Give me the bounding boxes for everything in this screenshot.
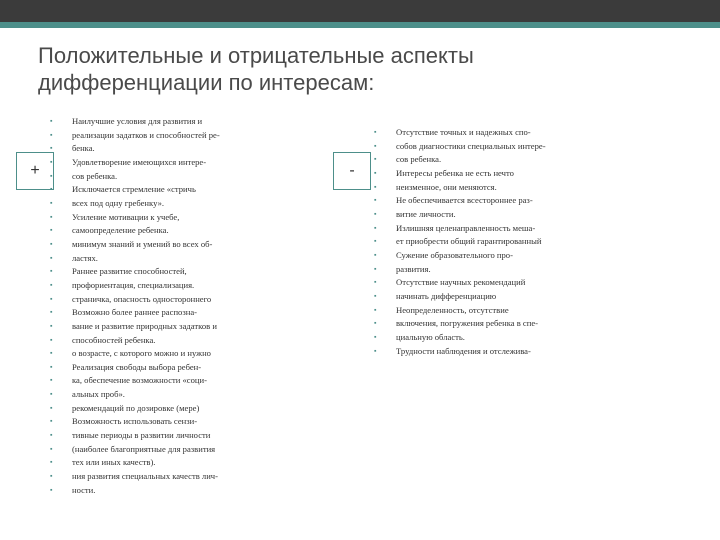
list-item-text: витие личности. [396, 208, 456, 219]
accent-stripe [0, 22, 720, 28]
bullet-icon: ▪ [50, 321, 53, 330]
title-line-1: Положительные и отрицательные аспекты [38, 43, 474, 68]
positive-aspect-item [50, 293, 312, 307]
list-item-text: включения, погружения ребенка в спе- [396, 318, 539, 329]
bullet-icon: ▪ [374, 128, 377, 136]
positive-aspect-item [50, 183, 312, 197]
list-item-text: профориентация, специализация. [72, 279, 195, 290]
positive-aspect-item [50, 347, 312, 361]
bullet-icon: ▪ [374, 264, 377, 273]
bullet-icon: ▪ [50, 431, 53, 440]
list-item-text: тивные периоды в развитии личности [72, 430, 211, 441]
positive-aspect-item [50, 170, 312, 184]
negative-aspect-item [374, 140, 596, 154]
positive-aspect-item [50, 252, 312, 266]
positive-aspect-item [50, 306, 312, 320]
list-item-text: собов диагностики специальных интере- [396, 140, 546, 151]
positive-aspect-item [50, 415, 312, 429]
list-item-text: Раннее развитие способностей, [72, 266, 187, 277]
bullet-icon: ▪ [50, 253, 53, 262]
list-item-text: ластях. [72, 252, 98, 263]
list-item-text: страничка, опасность одностороннего [72, 293, 212, 304]
bullet-icon: ▪ [50, 157, 53, 166]
bullet-icon: ▪ [374, 196, 377, 205]
positive-aspect-item [50, 470, 312, 484]
positive-aspect-item [50, 361, 312, 375]
bullet-icon: ▪ [50, 485, 53, 494]
list-item-text: Возможно более раннее распозна- [72, 307, 198, 318]
negative-aspect-item [374, 345, 596, 359]
bullet-icon: ▪ [50, 294, 53, 303]
slide-title [38, 42, 678, 96]
negative-aspect-item [374, 126, 596, 140]
list-item-text: Удовлетворение имеющихся интере- [72, 156, 207, 167]
bullet-icon: ▪ [50, 362, 53, 371]
list-item-text: ет приобрести общий гарантированный [396, 236, 542, 247]
bullet-icon: ▪ [50, 267, 53, 276]
bullet-icon: ▪ [50, 403, 53, 412]
negative-aspect-item [374, 222, 596, 236]
minus-sign: - [349, 162, 355, 179]
positive-aspect-item [50, 211, 312, 225]
bullet-icon: ▪ [374, 332, 377, 341]
positive-aspect-item [50, 374, 312, 388]
list-item-text: сов ребенка. [72, 170, 118, 181]
negative-aspect-item [374, 249, 596, 263]
plus-sign-box [16, 152, 54, 190]
top-bar [0, 0, 720, 22]
positive-aspect-item [50, 388, 312, 402]
positive-aspect-item [50, 129, 312, 143]
bullet-icon: ▪ [374, 346, 377, 355]
bullet-icon: ▪ [374, 319, 377, 328]
list-item-text: минимум знаний и умений во всех об- [72, 238, 213, 249]
bullet-icon: ▪ [50, 226, 53, 235]
positive-aspect-item [50, 484, 312, 498]
list-item-text: Неопределенность, отсутствие [396, 304, 509, 315]
bullet-icon: ▪ [50, 308, 53, 317]
bullet-icon: ▪ [50, 390, 53, 399]
positive-aspect-item [50, 265, 312, 279]
bullet-icon: ▪ [374, 291, 377, 300]
bullet-icon: ▪ [50, 335, 53, 344]
list-item-text: Отсутствие точных и надежных спо- [396, 127, 531, 137]
bullet-icon: ▪ [374, 250, 377, 259]
negative-aspect-item [374, 194, 596, 208]
bullet-icon: ▪ [50, 171, 53, 180]
positive-aspect-item [50, 197, 312, 211]
positive-aspect-item [50, 115, 312, 129]
list-item-text: способностей ребенка. [72, 334, 156, 345]
list-item-text: тех или иных качеств). [72, 457, 156, 468]
positive-aspect-item [50, 238, 312, 252]
list-item-text: Трудности наблюдения и отслежива- [396, 345, 531, 356]
negative-aspect-item [374, 304, 596, 318]
negative-aspect-item [374, 167, 596, 181]
bullet-icon: ▪ [50, 212, 53, 221]
positive-aspect-item [50, 224, 312, 238]
list-item-text: Усиление мотивации к учебе, [72, 211, 180, 222]
bullet-icon: ▪ [374, 237, 377, 246]
bullet-icon: ▪ [374, 209, 377, 218]
positive-aspect-item [50, 320, 312, 334]
list-item-text: Не обеспечивается всестороннее раз- [396, 195, 533, 206]
negative-aspect-item [374, 263, 596, 277]
list-item-text: неизменное, они меняются. [396, 181, 497, 192]
negative-aspect-item [374, 153, 596, 167]
list-item-text: Наилучшие условия для развития и [72, 116, 203, 126]
list-item-text: всех под одну гребенку». [72, 197, 165, 208]
positive-aspect-item [50, 443, 312, 457]
list-item-text: ности. [72, 484, 96, 495]
list-item-text: сов ребенка. [396, 154, 442, 165]
list-item-text: вание и развитие природных задатков и [72, 320, 217, 331]
bullet-icon: ▪ [374, 223, 377, 232]
bullet-icon: ▪ [374, 305, 377, 314]
bullet-icon: ▪ [374, 182, 377, 191]
positive-aspect-item [50, 402, 312, 416]
negative-aspects-list [374, 126, 596, 358]
bullet-icon: ▪ [50, 130, 53, 139]
list-item-text: Реализация свободы выбора ребен- [72, 361, 202, 372]
positive-aspect-item [50, 334, 312, 348]
list-item-text: реализации задатков и способностей ре- [72, 129, 220, 140]
bullet-icon: ▪ [50, 458, 53, 467]
positive-aspects-list [50, 115, 312, 497]
negative-aspect-item [374, 276, 596, 290]
list-item-text: Излишняя целенаправленность меша- [396, 222, 536, 233]
bullet-icon: ▪ [50, 117, 53, 125]
bullet-icon: ▪ [50, 239, 53, 248]
list-item-text: ния развития специальных качеств лич- [72, 471, 218, 482]
list-item-text: самоопределение ребенка. [72, 225, 169, 236]
title-line-2: дифференциации по интересам: [38, 70, 375, 95]
bullet-icon: ▪ [374, 278, 377, 287]
list-item-text: рекомендаций по дозировке (мере) [72, 402, 200, 413]
negative-aspect-item [374, 331, 596, 345]
negative-aspect-item [374, 208, 596, 222]
bullet-icon: ▪ [50, 185, 53, 194]
list-item-text: Сужение образовательного про- [396, 249, 513, 260]
positive-aspect-item [50, 429, 312, 443]
list-item-text: бенка. [72, 143, 95, 154]
bullet-icon: ▪ [374, 168, 377, 177]
bullet-icon: ▪ [50, 417, 53, 426]
list-item-text: (наиболее благоприятные для развития [72, 443, 216, 454]
list-item-text: развития. [396, 263, 431, 274]
negative-aspect-item [374, 235, 596, 249]
list-item-text: Интересы ребенка не есть нечто [396, 167, 514, 178]
negative-aspect-item [374, 290, 596, 304]
positive-aspect-item [50, 156, 312, 170]
plus-sign: + [30, 162, 40, 179]
list-item-text: циальную область. [396, 331, 465, 342]
bullet-icon: ▪ [374, 155, 377, 164]
list-item-text: Возможность использовать сензи- [72, 416, 198, 427]
positive-aspect-item [50, 456, 312, 470]
list-item-text: начинать дифференциацию [396, 290, 497, 301]
list-item-text: альных проб». [72, 389, 125, 400]
bullet-icon: ▪ [50, 349, 53, 358]
bullet-icon: ▪ [50, 198, 53, 207]
bullet-icon: ▪ [50, 376, 53, 385]
bullet-icon: ▪ [50, 280, 53, 289]
positive-aspect-item [50, 279, 312, 293]
list-item-text: Исключается стремление «стричь [72, 184, 196, 195]
list-item-text: о возрасте, с которого можно и нужно [72, 348, 211, 359]
bullet-icon: ▪ [50, 144, 53, 153]
bullet-icon: ▪ [50, 444, 53, 453]
positive-aspect-item [50, 142, 312, 156]
bullet-icon: ▪ [374, 141, 377, 150]
minus-sign-box [333, 152, 371, 190]
negative-aspect-item [374, 181, 596, 195]
list-item-text: Отсутствие научных рекомендаций [396, 277, 526, 288]
bullet-icon: ▪ [50, 472, 53, 481]
list-item-text: ка, обеспечение возможности «соци- [72, 375, 207, 386]
negative-aspect-item [374, 317, 596, 331]
